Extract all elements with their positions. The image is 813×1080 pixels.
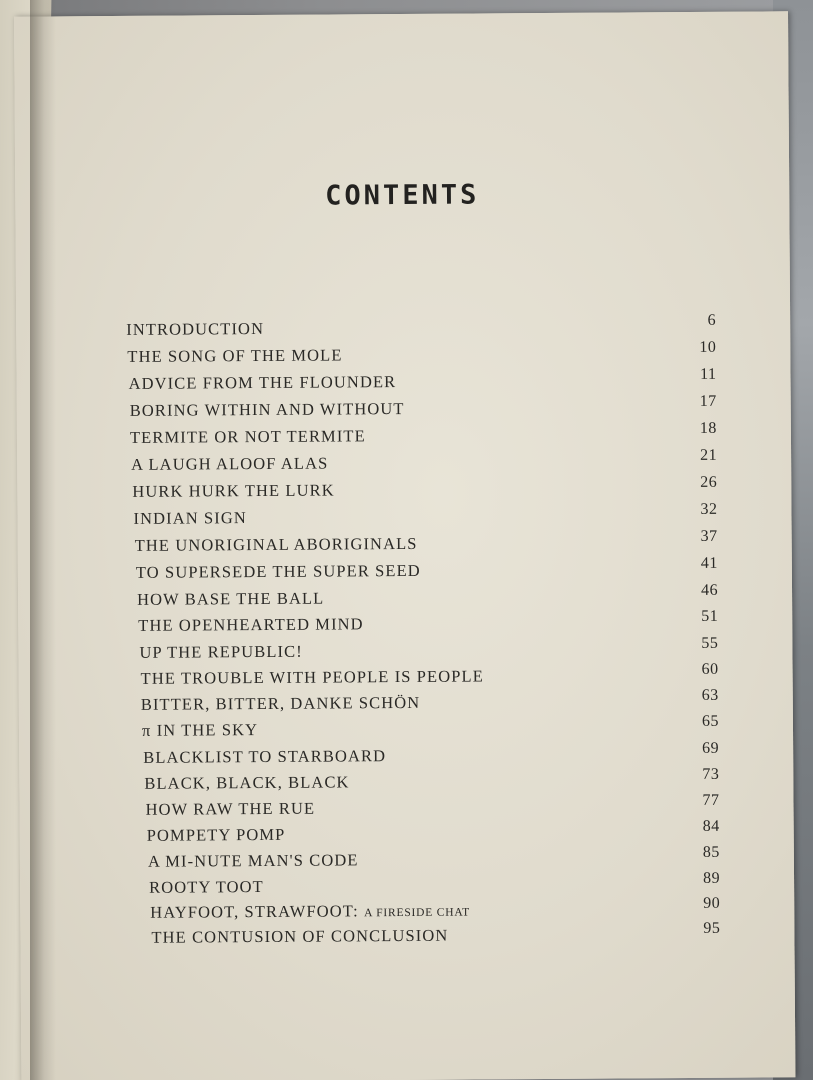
toc-entry-title: TO SUPERSEDE THE SUPER SEED: [135, 560, 421, 582]
toc-entry-page: 10: [699, 338, 717, 356]
toc-entry-title: THE CONTUSION OF CONCLUSION: [151, 925, 449, 947]
toc-entry-page: 51: [701, 607, 719, 625]
toc-entry-page: 85: [702, 843, 720, 861]
toc-entry-title: INTRODUCTION: [126, 318, 265, 339]
toc-entry-page: 95: [703, 919, 721, 937]
table-of-contents: [14, 11, 795, 1080]
toc-entry-title: ROOTY TOOT: [149, 876, 264, 897]
toc-entry-title: ADVICE FROM THE FLOUNDER: [128, 372, 397, 393]
toc-entry-page: 77: [702, 791, 720, 809]
toc-entry-title: THE SONG OF THE MOLE: [127, 345, 343, 366]
toc-entry-title: INDIAN SIGN: [133, 508, 247, 528]
toc-entry-page: 6: [707, 311, 717, 329]
toc-entry-title: BLACK, BLACK, BLACK: [144, 772, 350, 793]
toc-entry-title: BITTER, BITTER, DANKE SCHÖN: [140, 692, 421, 714]
toc-entry-title: A MI-NUTE MAN'S CODE: [147, 850, 359, 871]
toc-entry-title: A LAUGH ALOOF ALAS: [131, 453, 329, 474]
toc-entry-page: 11: [700, 365, 717, 383]
toc-entry-page: 17: [699, 392, 717, 410]
toc-entry-title: THE UNORIGINAL ABORIGINALS: [134, 533, 418, 555]
toc-entry-title-main: HAYFOOT, STRAWFOOT:: [150, 901, 359, 922]
toc-entry-page: 89: [702, 869, 721, 887]
toc-entry-title: THE TROUBLE WITH PEOPLE IS PEOPLE: [140, 666, 484, 688]
toc-entry-title: POMPETY POMP: [146, 824, 286, 845]
toc-entry-page: 90: [703, 894, 721, 912]
toc-entry-page: 60: [701, 660, 719, 678]
toc-entry-page: 21: [700, 446, 718, 464]
toc-entry-subtitle: A FIRESIDE CHAT: [364, 906, 471, 920]
page-title: CONTENTS: [325, 179, 480, 212]
toc-entry-page: 46: [700, 581, 719, 599]
toc-entry-title: HURK HURK THE LURK: [132, 480, 335, 501]
toc-entry-title: UP THE REPUBLIC!: [139, 641, 303, 662]
toc-entry-page: 65: [701, 712, 720, 730]
gutter-shadow: [30, 0, 56, 1080]
toc-entry-page: 18: [699, 419, 717, 437]
toc-entry-page: 69: [702, 739, 720, 757]
toc-entry-title: HOW BASE THE BALL: [137, 588, 325, 609]
toc-entry-page: 32: [700, 500, 718, 518]
toc-entry-page: 41: [700, 554, 718, 572]
book-page: [14, 11, 795, 1080]
toc-entry-page: 55: [701, 634, 719, 652]
toc-entry-page: 73: [702, 765, 720, 783]
toc-entry-page: 63: [701, 686, 719, 704]
toc-entry-title: TERMITE OR NOT TERMITE: [129, 426, 366, 447]
toc-entry-page: 26: [700, 473, 718, 491]
toc-entry-title: HOW RAW THE RUE: [145, 798, 316, 819]
toc-entry-page: 84: [702, 817, 720, 835]
toc-entry-title: [150, 901, 470, 923]
toc-entry-title: THE OPENHEARTED MIND: [138, 614, 364, 635]
toc-entry-title: BORING WITHIN AND WITHOUT: [129, 398, 405, 420]
toc-entry-page: 37: [700, 527, 718, 545]
toc-entry-title: π IN THE SKY: [141, 720, 259, 740]
toc-entry-title: BLACKLIST TO STARBOARD: [143, 746, 387, 767]
